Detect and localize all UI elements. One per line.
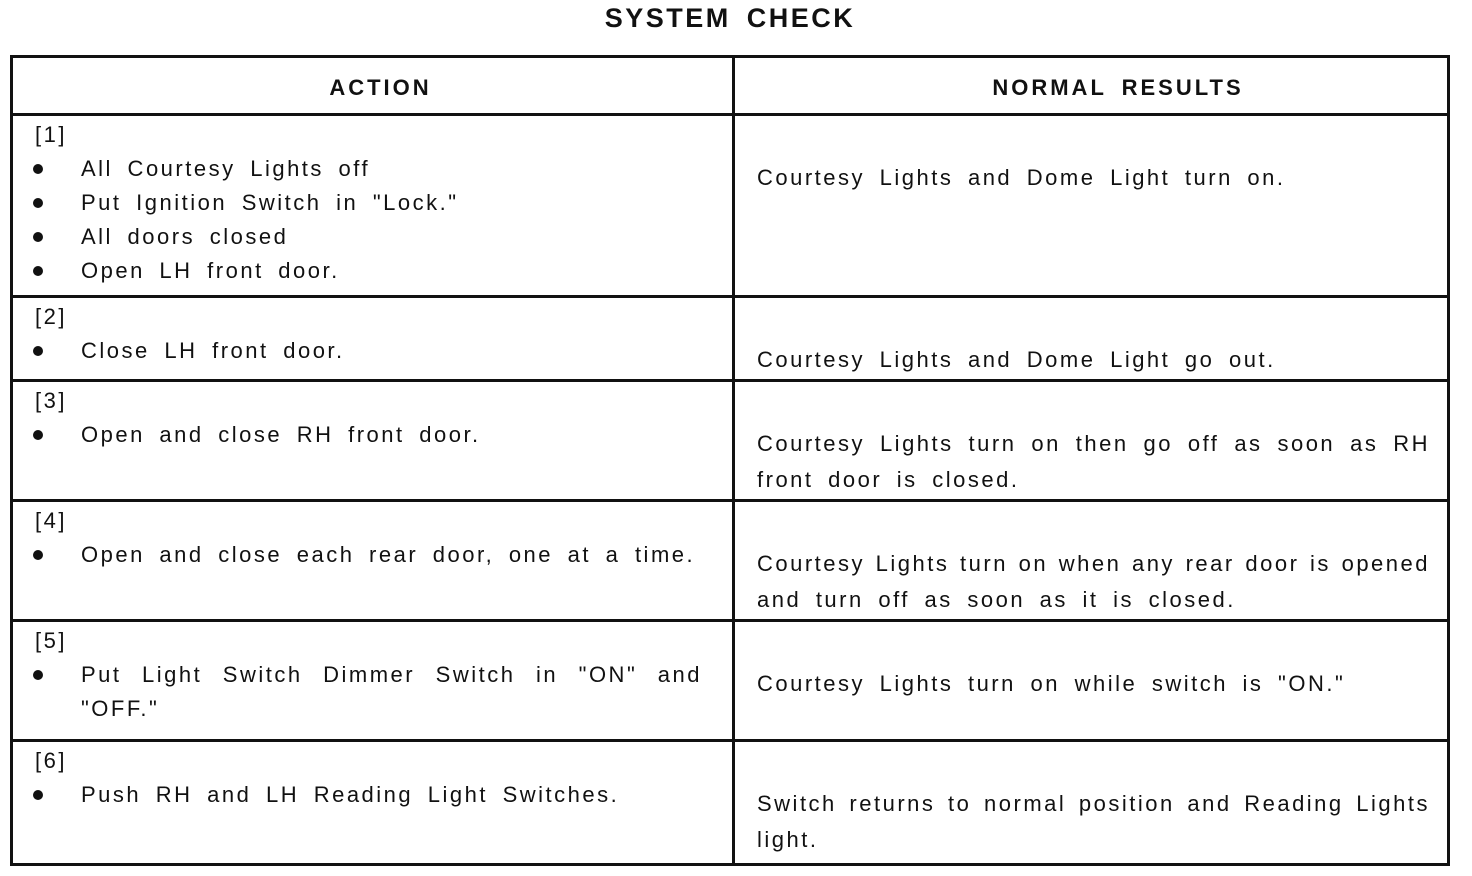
step-label: [6] [35, 748, 67, 773]
bullet-item [35, 658, 702, 726]
result-line: Courtesy Lights turn on while switch is "ON." [757, 671, 1346, 696]
action-cell [13, 502, 735, 622]
result-line: front door is closed. [757, 467, 1020, 492]
action-line: Open LH front door. [81, 258, 340, 283]
bullet-item [35, 418, 702, 452]
bullet-item [35, 152, 702, 186]
action-line: All doors closed [81, 224, 289, 249]
action-line: Open and close RH front door. [81, 422, 481, 447]
bullet-item [35, 220, 702, 254]
result-cell [735, 382, 1447, 502]
action-cell [13, 622, 735, 742]
action-cell [13, 298, 735, 382]
action-cell [13, 116, 735, 298]
bullet-icon [33, 198, 43, 208]
result-cell [735, 622, 1447, 742]
action-line: Open and close each rear door, one at a time. [81, 542, 696, 567]
action-line: All Courtesy Lights off [81, 156, 371, 181]
bullet-icon [33, 266, 43, 276]
bullet-icon [33, 550, 43, 560]
bullet-item [35, 538, 702, 572]
action-line: Push RH and LH Reading Light Switches. [81, 782, 620, 807]
result-cell [735, 502, 1447, 622]
header-normal-results: NORMAL RESULTS [735, 58, 1447, 116]
step-label: [1] [35, 122, 67, 147]
bullet-icon [33, 346, 43, 356]
action-cell [13, 382, 735, 502]
bullet-icon [33, 790, 43, 800]
action-line: Close LH front door. [81, 338, 345, 363]
page-title: SYSTEM CHECK [604, 3, 856, 33]
system-check-table [10, 55, 1450, 866]
step-label: [3] [35, 388, 67, 413]
step-label: [4] [35, 508, 67, 533]
action-cell [13, 742, 735, 863]
result-line: Switch returns to normal position and Reading Lights [757, 791, 1430, 816]
action-line: Put Light Switch Dimmer Switch in "ON" and [81, 662, 702, 687]
result-line: Courtesy Lights and Dome Light go out. [757, 347, 1276, 372]
header-action: ACTION [13, 58, 735, 116]
action-line: Put Ignition Switch in "Lock." [81, 190, 459, 215]
result-line: light. [757, 827, 819, 852]
result-cell [735, 116, 1447, 298]
bullet-icon [33, 164, 43, 174]
result-line: and turn off as soon as it is closed. [757, 587, 1236, 612]
step-label: [2] [35, 304, 67, 329]
bullet-icon [33, 670, 43, 680]
result-line: Courtesy Lights turn on then go off as soon as RH [757, 431, 1430, 456]
bullet-item [35, 254, 702, 288]
bullet-icon [33, 430, 43, 440]
step-label: [5] [35, 628, 67, 653]
result-cell [735, 298, 1447, 382]
bullet-item [35, 334, 702, 368]
result-line: Courtesy Lights and Dome Light turn on. [757, 165, 1286, 190]
bullet-icon [33, 232, 43, 242]
result-cell [735, 742, 1447, 863]
action-line: "OFF." [81, 696, 160, 721]
result-line: Courtesy Lights turn on when any rear door is opened [757, 551, 1430, 576]
bullet-item [35, 186, 702, 220]
bullet-item [35, 778, 702, 812]
